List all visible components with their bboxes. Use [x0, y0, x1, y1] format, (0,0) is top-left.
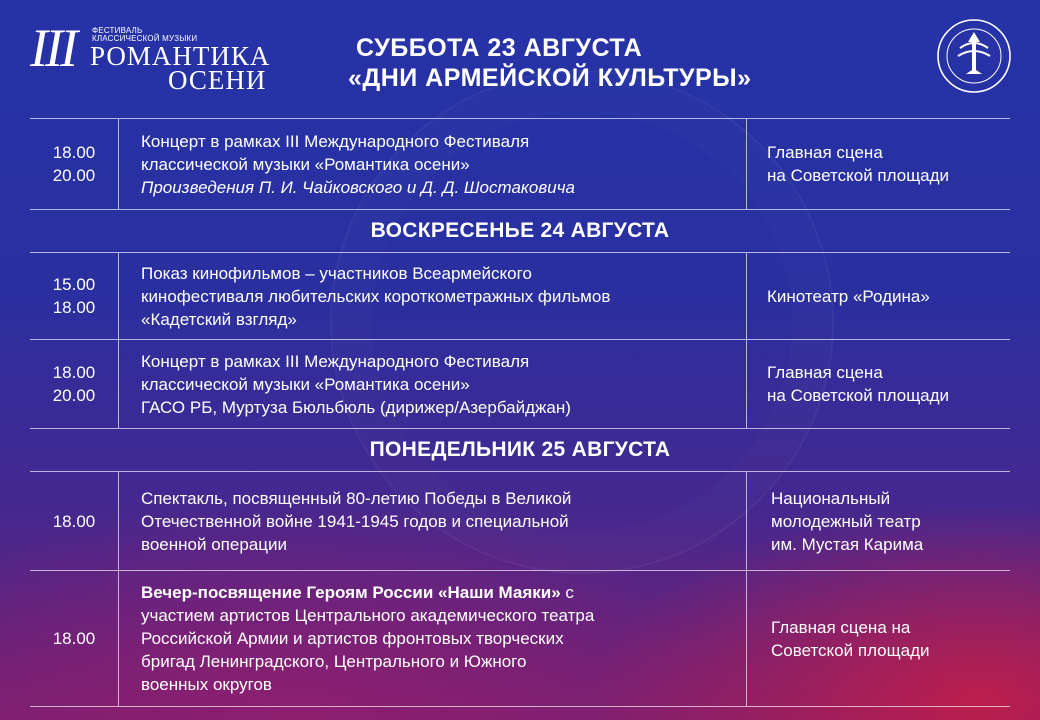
event-time — [30, 119, 118, 209]
desc-line: классической музыки «Романтика осени» — [141, 374, 470, 394]
circular-emblem-icon — [936, 18, 1012, 94]
logo-word1: РОМАНТИКА — [90, 41, 271, 71]
table-row — [30, 252, 1010, 339]
place-line: Главная сцена — [767, 143, 883, 162]
desc-line: ГАСО РБ, Муртуза Бюльбюль (дирижер/Азербайджан) — [141, 397, 571, 417]
event-description — [118, 472, 746, 570]
logo-numeral: III — [30, 18, 75, 78]
desc-line — [141, 581, 594, 604]
desc-line: Спектакль, посвященный 80-летию Победы в Великой — [141, 488, 572, 508]
event-place — [746, 472, 1010, 570]
event-time — [30, 472, 118, 570]
desc-bold-title: Вечер-посвящение Героям России «Наши Маяки» — [141, 583, 561, 602]
desc-line: Концерт в рамках III Международного Фестиваля — [141, 351, 530, 371]
start-time: 15.00 — [52, 275, 96, 294]
end-time: 20.00 — [52, 386, 96, 405]
header-title-line1: СУББОТА 23 АВГУСТА — [356, 34, 643, 62]
desc-line: Показ кинофильмов – участников Всеармейского — [141, 263, 532, 283]
place-line: Национальный — [771, 488, 891, 508]
logo-line2: КЛАССИЧЕСКОЙ МУЗЫКИ — [92, 34, 198, 43]
logo-line1: ФЕСТИВАЛЬ — [92, 26, 143, 35]
schedule-table — [30, 118, 1010, 707]
desc-line: Концерт в рамках III Международного Фестиваля — [141, 131, 530, 151]
start-time: 18.00 — [52, 629, 96, 648]
place-line: на Советской площади — [767, 386, 950, 405]
table-row — [30, 570, 1010, 707]
start-time: 18.00 — [52, 511, 96, 531]
day-header: ПОНЕДЕЛЬНИК 25 АВГУСТА — [30, 428, 1010, 471]
place-line: Советской площади — [771, 640, 930, 660]
event-description — [118, 571, 746, 706]
event-place — [746, 119, 1010, 209]
desc-line: классической музыки «Романтика осени» — [141, 154, 470, 174]
desc-line: Отечественной войне 1941-1945 годов и специальной — [141, 511, 569, 531]
event-description — [118, 119, 746, 209]
desc-tail: с — [560, 583, 574, 602]
desc-line: бригад Ленинградского, Центрального и Южного — [141, 652, 527, 671]
event-description — [118, 253, 746, 339]
event-description — [118, 340, 746, 428]
desc-line: военной операции — [141, 534, 287, 554]
event-place — [746, 571, 1010, 706]
event-time — [30, 571, 118, 706]
event-place — [746, 340, 1010, 428]
festival-logo — [30, 18, 271, 95]
start-time: 18.00 — [52, 363, 96, 382]
table-row — [30, 118, 1010, 209]
table-row — [30, 471, 1010, 570]
place-line: Главная сцена на — [771, 617, 911, 637]
desc-line: участием артистов Центрального академического театра — [141, 606, 595, 625]
event-time — [30, 253, 118, 339]
place-line: на Советской площади — [767, 166, 950, 185]
place-line: Главная сцена — [767, 363, 883, 382]
table-row — [30, 339, 1010, 428]
end-time: 18.00 — [52, 298, 96, 317]
desc-line: Произведения П. И. Чайковского и Д. Д. Шостаковича — [141, 177, 575, 197]
event-place — [746, 253, 1010, 339]
logo-word2: ОСЕНИ — [168, 65, 267, 95]
desc-line: военных округов — [141, 675, 272, 694]
desc-line: Российской Армии и артистов фронтовых творческих — [141, 629, 564, 648]
start-time: 18.00 — [52, 143, 96, 162]
place-line: молодежный театр — [771, 511, 921, 531]
end-time: 20.00 — [52, 166, 96, 185]
desc-line: «Кадетский взгляд» — [141, 309, 297, 329]
event-time — [30, 340, 118, 428]
place-line: Кинотеатр «Родина» — [767, 286, 930, 306]
day-header: ВОСКРЕСЕНЬЕ 24 АВГУСТА — [30, 209, 1010, 252]
desc-line: кинофестиваля любительских короткометражных фильмов — [141, 286, 611, 306]
header-title-line2: «ДНИ АРМЕЙСКОЙ КУЛЬТУРЫ» — [348, 64, 752, 92]
place-line: им. Мустая Карима — [771, 534, 924, 554]
